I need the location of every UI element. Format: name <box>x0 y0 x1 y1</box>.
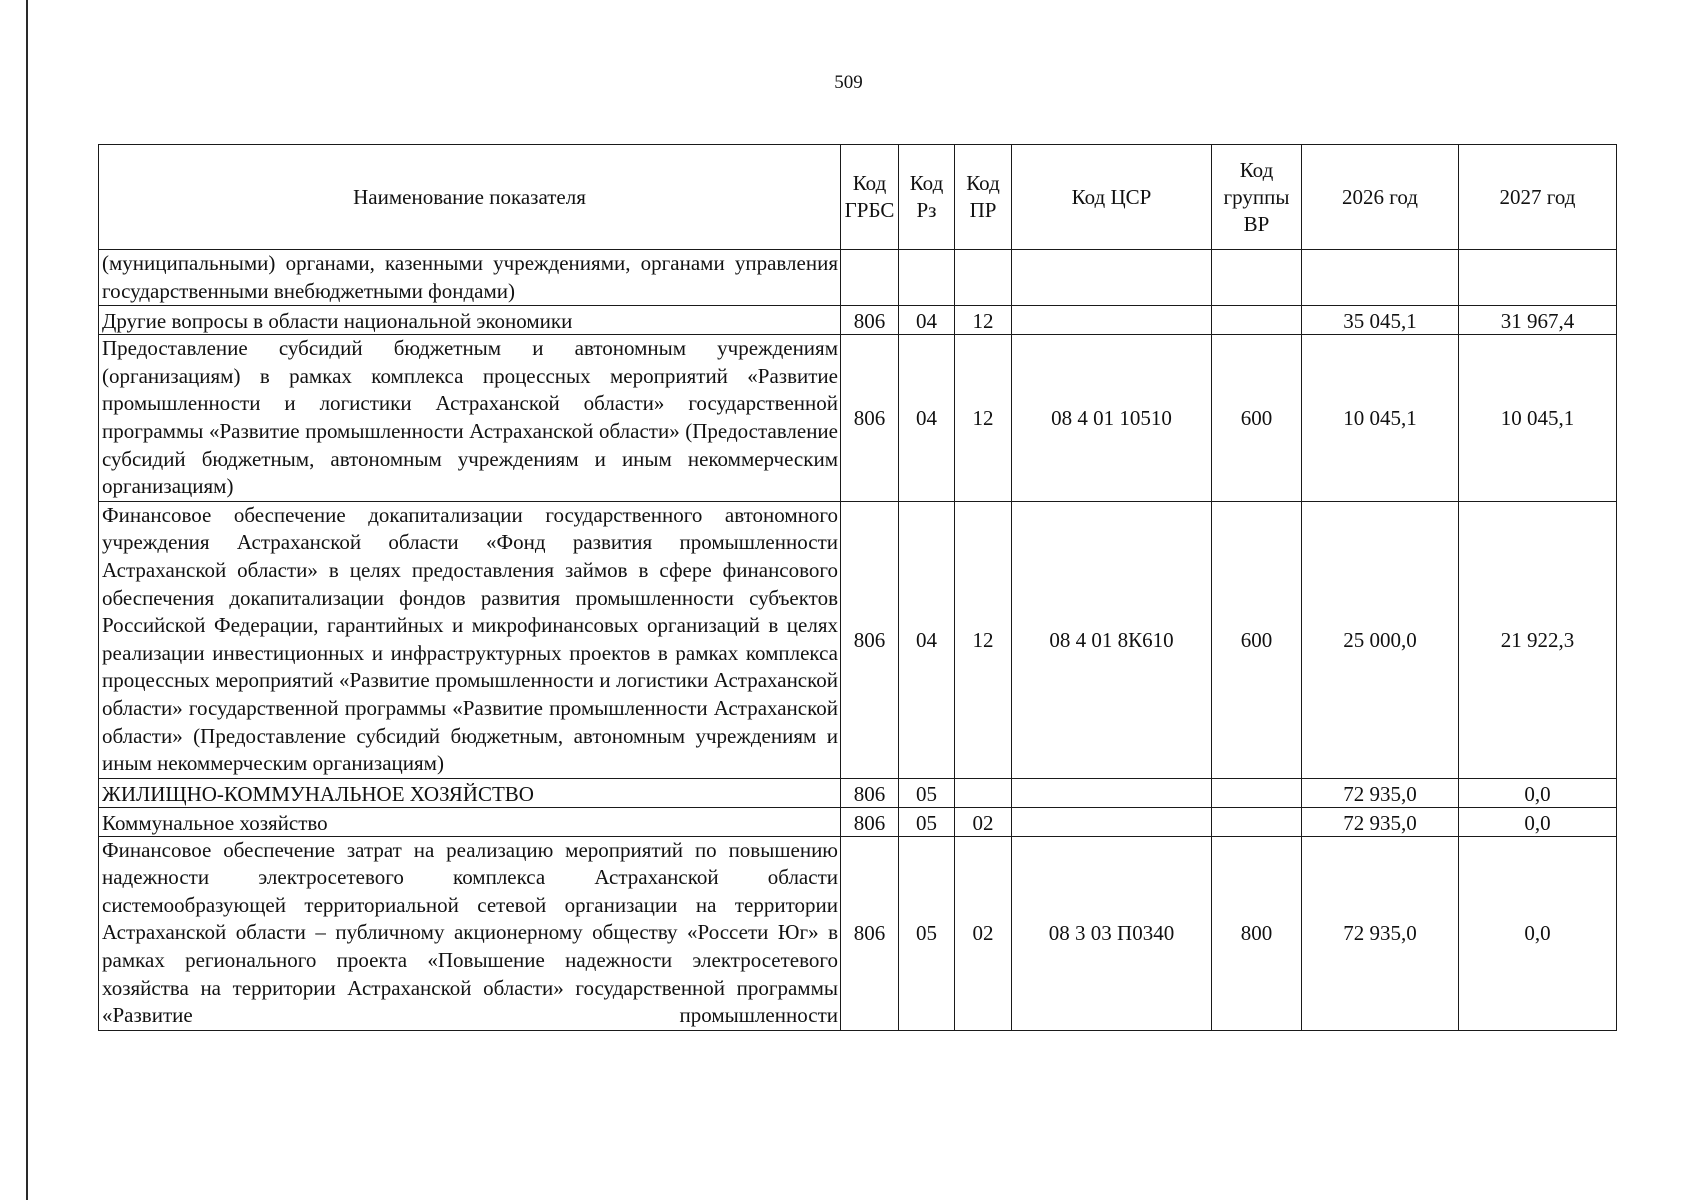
row-name: (муниципальными) органами, казенными учреждениями, органами управления государственными внебюджетными фондами) <box>99 250 841 306</box>
row-rz: 05 <box>899 836 955 1030</box>
row-vr <box>1212 250 1302 306</box>
row-vr <box>1212 306 1302 335</box>
table-row <box>99 250 1617 306</box>
table-row <box>99 807 1617 836</box>
col-header-2026: 2026 год <box>1302 145 1459 250</box>
row-2027 <box>1459 250 1617 306</box>
row-2027: 21 922,3 <box>1459 501 1617 778</box>
row-grbs <box>841 250 899 306</box>
col-header-2027: 2027 год <box>1459 145 1617 250</box>
row-2027: 0,0 <box>1459 778 1617 807</box>
row-pr: 02 <box>955 836 1012 1030</box>
row-name: Предоставление субсидий бюджетным и автономным учреждениям (организациям) в рамках комплекса процессных мероприятий «Развитие промышленности и логистики Астраханской области» государственной программы «Развитие промышленности Астраханской области» (Предоставление субсидий бюджетным, автономным учреждениям и иным некоммерческим организациям) <box>99 335 841 502</box>
row-rz: 04 <box>899 501 955 778</box>
row-2027: 0,0 <box>1459 807 1617 836</box>
row-vr: 800 <box>1212 836 1302 1030</box>
row-pr: 12 <box>955 501 1012 778</box>
row-2026: 72 935,0 <box>1302 807 1459 836</box>
row-rz <box>899 250 955 306</box>
row-grbs: 806 <box>841 335 899 502</box>
row-pr: 12 <box>955 306 1012 335</box>
col-header-grbs: Код ГРБС <box>841 145 899 250</box>
col-header-csr: Код ЦСР <box>1012 145 1212 250</box>
row-2026: 10 045,1 <box>1302 335 1459 502</box>
row-pr <box>955 250 1012 306</box>
row-2026 <box>1302 250 1459 306</box>
row-2026: 72 935,0 <box>1302 778 1459 807</box>
row-name: Коммунальное хозяйство <box>99 807 841 836</box>
table-row <box>99 306 1617 335</box>
row-2027: 10 045,1 <box>1459 335 1617 502</box>
row-rz: 04 <box>899 306 955 335</box>
row-rz: 05 <box>899 778 955 807</box>
row-rz: 05 <box>899 807 955 836</box>
row-csr <box>1012 778 1212 807</box>
row-grbs: 806 <box>841 836 899 1030</box>
row-name: Финансовое обеспечение докапитализации государственного автономного учреждения Астраханской области «Фонд развития промышленности Астраханской области» в целях предоставления займов в сфере финансового обеспечения докапитализации фондов развития промышленности субъектов Российской Федерации, гарантийных и микрофинансовых организаций в целях реализации инвестиционных и инфраструктурных проектов в рамках комплекса процессных мероприятий «Развитие промышленности и логистики Астраханской области» государственной программы «Развитие промышленности Астраханской области» (Предоставление субсидий бюджетным, автономным учреждениям и иным некоммерческим организациям) <box>99 501 841 778</box>
row-name: Финансовое обеспечение затрат на реализацию мероприятий по повышению надежности электросетевого комплекса Астраханской области системообразующей территориальной сетевой организации на территории Астраханской области – публичному акционерному обществу «Россети Юг» в рамках регионального проекта «Повышение надежности электросетевого хозяйства на территории Астраханской области» государственной программы «Развитие промышленности <box>99 836 841 1030</box>
row-grbs: 806 <box>841 778 899 807</box>
budget-table <box>98 144 1617 1031</box>
row-grbs: 806 <box>841 306 899 335</box>
row-vr <box>1212 807 1302 836</box>
table-row <box>99 335 1617 502</box>
table-header-row <box>99 145 1617 250</box>
row-grbs: 806 <box>841 501 899 778</box>
row-pr: 12 <box>955 335 1012 502</box>
row-csr: 08 3 03 П0340 <box>1012 836 1212 1030</box>
col-header-vr: Код группы ВР <box>1212 145 1302 250</box>
row-2026: 72 935,0 <box>1302 836 1459 1030</box>
row-csr <box>1012 250 1212 306</box>
row-rz: 04 <box>899 335 955 502</box>
page-number: 509 <box>834 72 863 93</box>
row-2027: 31 967,4 <box>1459 306 1617 335</box>
row-vr <box>1212 778 1302 807</box>
table-row <box>99 778 1617 807</box>
row-csr: 08 4 01 10510 <box>1012 335 1212 502</box>
row-vr: 600 <box>1212 335 1302 502</box>
row-grbs: 806 <box>841 807 899 836</box>
row-csr: 08 4 01 8К610 <box>1012 501 1212 778</box>
table-row <box>99 501 1617 778</box>
binding-edge-line <box>26 0 28 1200</box>
row-pr: 02 <box>955 807 1012 836</box>
col-header-rz: Код Рз <box>899 145 955 250</box>
col-header-name: Наименование показателя <box>99 145 841 250</box>
row-name: ЖИЛИЩНО-КОММУНАЛЬНОЕ ХОЗЯЙСТВО <box>99 778 841 807</box>
row-name: Другие вопросы в области национальной экономики <box>99 306 841 335</box>
row-2026: 25 000,0 <box>1302 501 1459 778</box>
row-vr: 600 <box>1212 501 1302 778</box>
row-csr <box>1012 306 1212 335</box>
col-header-pr: Код ПР <box>955 145 1012 250</box>
row-2026: 35 045,1 <box>1302 306 1459 335</box>
row-csr <box>1012 807 1212 836</box>
row-2027: 0,0 <box>1459 836 1617 1030</box>
row-pr <box>955 778 1012 807</box>
table-row <box>99 836 1617 1030</box>
